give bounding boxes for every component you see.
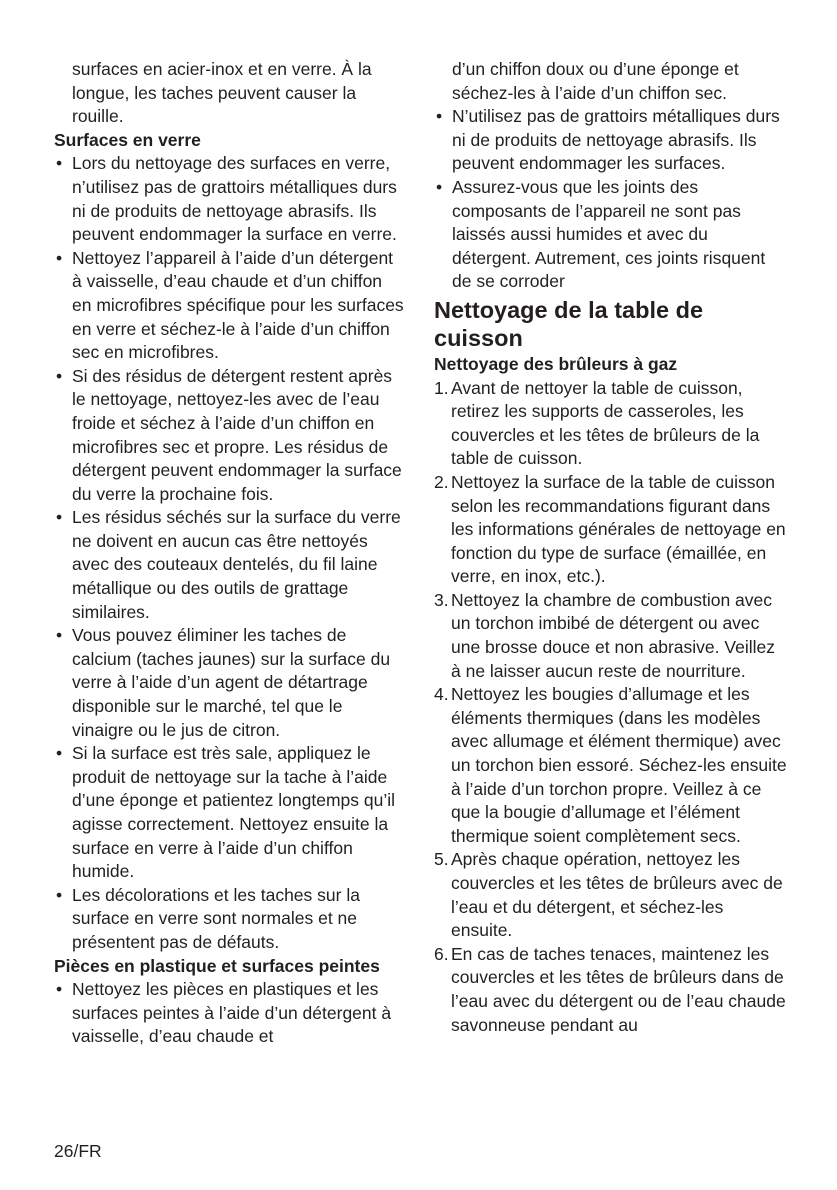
list-item	[54, 247, 404, 365]
bullet-icon: •	[56, 365, 63, 386]
plastic-heading: Pièces en plastique et surfaces peintes	[54, 955, 380, 976]
section-title: Nettoyage de la table de cuisson	[434, 296, 704, 351]
bullet-icon: •	[436, 106, 443, 127]
numbered-step	[434, 377, 789, 471]
step-text: Nettoyez la surface de la table de cuisson selon les recommandations figurant dans les informations générales de nettoyage en fonction du type de surface (émaillée, en verre, en inox, etc.).	[451, 471, 786, 587]
bullet-icon: •	[56, 247, 63, 268]
numbered-step	[434, 589, 789, 683]
bullet-icon: •	[56, 743, 63, 764]
bullet-icon: •	[56, 625, 63, 646]
numbered-step	[434, 471, 789, 589]
numbered-step	[434, 848, 789, 942]
step-text: En cas de taches tenaces, maintenez les couvercles et les têtes de brûleurs dans de l’eau avec du détergent ou de l’eau chaude savonneuse pendant au	[451, 943, 786, 1035]
step-number: 4.	[434, 684, 449, 705]
list-item-text: Assurez-vous que les joints des composants de l’appareil ne sont pas laissés aussi humides et avec du détergent. Autrement, ces joints risquent de se corroder	[452, 176, 766, 292]
list-item-text: Si la surface est très sale, appliquez le produit de nettoyage sur la tache à l’aide d’une éponge et patientez longtemps qu’il agisse correctement. Nettoyez ensuite la surface en verre à l’aide d’un chiffon humide.	[72, 743, 396, 882]
right-column	[434, 58, 789, 1037]
page-number: 26/FR	[54, 1141, 102, 1161]
list-item-text: Si des résidus de détergent restent après le nettoyage, nettoyez-les avec de l’eau froide et séchez à l’aide d’un chiffon en microfibres sec et propre. Les résidus de détergent peuvent endommager la surface du verre la prochaine fois.	[72, 365, 402, 504]
bullet-continuation: d’un chiffon doux ou d’une éponge et séchez-les à l’aide d’un chiffon sec.	[452, 59, 739, 103]
list-item-text: N’utilisez pas de grattoirs métalliques durs ni de produits de nettoyage abrasifs. Ils peuvent endommager les surfaces.	[452, 106, 780, 174]
step-number: 3.	[434, 589, 449, 610]
burner-heading: Nettoyage des brûleurs à gaz	[434, 353, 678, 374]
list-item	[54, 978, 404, 1049]
list-item-text: Nettoyez l’appareil à l’aide d’un détergent à vaisselle, d’eau chaude et d’un chiffon en microfibres spécifique pour les surfaces en verre et séchez-le à l’aide d’un chiffon sec en microfibres.	[72, 247, 404, 363]
bullet-icon: •	[56, 979, 63, 1000]
list-item-text: Les décolorations et les taches sur la surface en verre sont normales et ne présentent pas de défauts.	[72, 884, 360, 952]
list-item	[54, 365, 404, 507]
step-number: 1.	[434, 377, 449, 398]
list-item	[54, 152, 404, 246]
numbered-step	[434, 943, 789, 1037]
step-text: Avant de nettoyer la table de cuisson, retirez les supports de casseroles, les couvercles et les têtes de brûleurs de la table de cuisson.	[451, 377, 760, 469]
step-number: 6.	[434, 943, 449, 964]
left-column	[54, 58, 404, 1049]
list-item-text: Nettoyez les pièces en plastiques et les surfaces peintes à l’aide d’un détergent à vaisselle, d’eau chaude et	[72, 979, 392, 1047]
bullet-icon: •	[56, 507, 63, 528]
list-item	[54, 506, 404, 624]
bullet-icon: •	[436, 176, 443, 197]
step-number: 5.	[434, 849, 449, 870]
list-item	[54, 624, 404, 742]
bullet-icon: •	[56, 153, 63, 174]
list-item	[54, 742, 404, 884]
numbered-step	[434, 683, 789, 848]
step-text: Après chaque opération, nettoyez les couvercles et les têtes de brûleurs avec de l’eau et du détergent, et séchez-les ensuite.	[451, 849, 783, 941]
list-item-text: Vous pouvez éliminer les taches de calcium (taches jaunes) sur la surface du verre à l’aide d’un agent de détartrage disponible sur le marché, tel que le vinaigre ou le jus de citron.	[72, 625, 391, 740]
list-item-text: Les résidus séchés sur la surface du verre ne doivent en aucun cas être nettoyés avec des couteaux dentelés, du fil laine métallique ou des outils de grattage similaires.	[72, 507, 401, 622]
step-text: Nettoyez la chambre de combustion avec un torchon imbibé de détergent ou avec une brosse douce et non abrasive. Veillez à ne laisser aucun reste de nourriture.	[451, 589, 775, 681]
intro-continuation: surfaces en acier-inox et en verre. À la longue, les taches peuvent causer la rouille.	[72, 59, 372, 127]
list-item	[434, 176, 789, 294]
glass-heading: Surfaces en verre	[54, 129, 201, 150]
list-item	[434, 105, 789, 176]
list-item-text: Lors du nettoyage des surfaces en verre, n’utilisez pas de grattoirs métalliques durs ni de produits de nettoyage abrasifs. Ils peuvent endommager la surface en verre.	[72, 153, 397, 245]
step-number: 2.	[434, 471, 449, 492]
bullet-icon: •	[56, 884, 63, 905]
step-text: Nettoyez les bougies d’allumage et les éléments thermiques (dans les modèles avec allumage et élément thermique) avec un torchon bien essoré. Séchez-les ensuite à l’aide d’un torchon propre. Veillez à ce que la bougie d’allumage et l’élément thermique soient complètement secs.	[451, 684, 787, 846]
list-item	[54, 884, 404, 955]
